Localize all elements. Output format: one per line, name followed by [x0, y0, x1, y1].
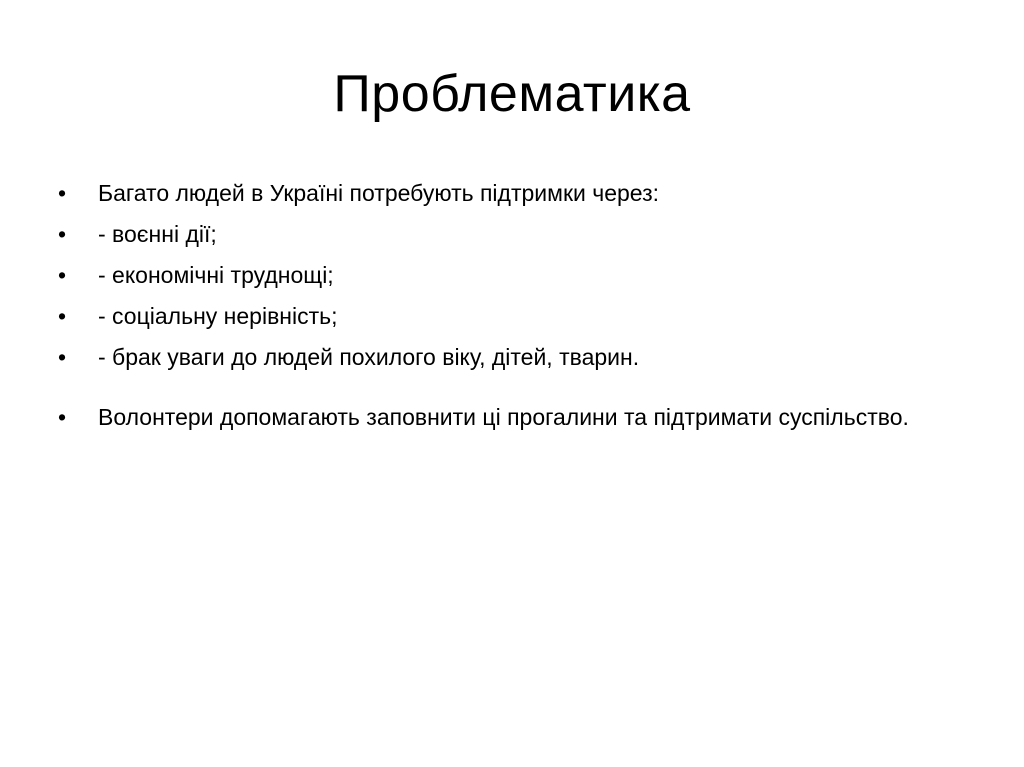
bullet-item — [58, 301, 918, 331]
bullet-list — [58, 178, 918, 443]
bullet-text: - соціальну нерівність; — [98, 303, 338, 329]
bullet-icon: • — [58, 262, 67, 288]
bullet-text: Багато людей в Україні потребують підтримки через: — [98, 180, 660, 206]
bullet-text: - воєнні дії; — [98, 221, 217, 247]
bullet-item — [58, 260, 918, 290]
bullet-item — [58, 219, 918, 249]
bullet-item — [58, 402, 918, 432]
bullet-text: - брак уваги до людей похилого віку, дітей, тварин. — [98, 344, 640, 370]
bullet-icon: • — [58, 404, 67, 430]
bullet-text: - економічні труднощі; — [98, 262, 334, 288]
bullet-item — [58, 342, 918, 372]
bullet-text: Волонтери допомагають заповнити ці прогалини та підтримати суспільство. — [98, 404, 909, 430]
bullet-icon: • — [58, 221, 67, 247]
bullet-icon: • — [58, 344, 67, 370]
bullet-icon: • — [58, 180, 67, 206]
bullet-item — [58, 178, 918, 208]
bullet-icon: • — [58, 303, 67, 329]
slide-title: Проблематика — [333, 65, 691, 123]
